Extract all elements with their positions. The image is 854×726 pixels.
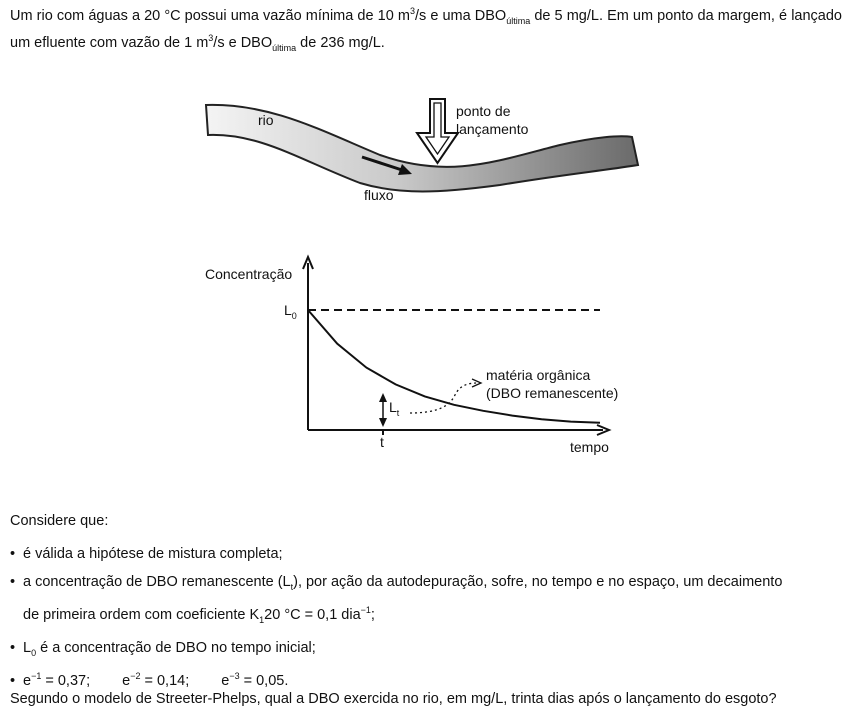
list-item-text: L [23,639,32,656]
discharge-arrow [417,99,458,163]
figure [0,85,854,465]
list-item-text: = 0,37; [41,672,91,689]
assumption-list [10,540,840,695]
list-item-text: é válida a hipótese de mistura completa; [23,546,283,562]
intro-text: /s e uma DBO [414,8,507,24]
curve-label-line1: matéria orgânica [486,367,591,383]
superscript: −3 [229,670,240,681]
superscript: 3 [208,33,214,44]
superscript: −1 [360,605,371,616]
discharge-label-line1: ponto de [456,103,511,119]
y-axis-label: Concentração [205,266,293,282]
bullet-icon: • [10,639,16,656]
lt-dimension-arrow [379,393,387,427]
intro-text: de 236 mg/L. [296,34,385,51]
list-item-text: = 0,05. [239,672,289,689]
x-marker-label: t [380,434,384,450]
list-item [10,634,840,667]
list-item [10,568,840,634]
y-marker-label: $L_0$ [284,302,297,321]
flow-label: fluxo [364,187,394,203]
list-item-text: ), por ação da autodepuração, sofre, no tempo e no espaço, um decaimento [293,574,783,590]
list-item-text: é a concentração de DBO no tempo inicial; [36,639,316,656]
lt-label: $L_t$ [389,399,400,418]
intro-text: de 5 mg/L. Em um ponto da margem, é lançado um efluente com vazão de 1 m [10,8,842,51]
bullet-icon: • [10,546,16,562]
x-axis-label: tempo [570,439,609,455]
considere-heading: Considere que: [10,513,109,529]
bullet-icon: • [10,672,16,689]
question-text: Segundo o modelo de Streeter-Phelps, qual a DBO exercida no rio, em mg/L, trinta dias após o lançamento do esgoto? [10,691,777,707]
curve-label-line2: (DBO remanescente) [486,385,619,401]
bod-chart [205,257,618,455]
subscript: última [272,42,297,53]
bullet-icon: • [10,574,16,590]
list-item-text: 20 °C = 0,1 dia [264,606,361,623]
intro-paragraph [10,5,842,59]
list-item [10,540,840,568]
intro-text: /s e DBO [213,34,273,51]
subscript: t [290,581,294,592]
list-item-text: e [122,672,131,689]
superscript: 3 [409,6,415,17]
list-item-text: e [221,672,230,689]
subscript: última [506,15,531,26]
discharge-label-line2: lançamento [456,121,529,137]
list-item-text: e [23,672,32,689]
list-item-text: a concentração de DBO remanescente (L [23,574,291,590]
superscript: −2 [130,670,141,681]
list-item-text: de primeira ordem com coeficiente K [23,606,260,623]
river-label: rio [258,112,274,128]
intro-text: Um rio com águas a 20 °C possui uma vazão mínima de 10 m [10,8,410,24]
leader-arrow-icon [472,379,481,387]
superscript: −1 [31,670,42,681]
subscript: 0 [31,647,37,658]
list-item-text: ; [370,606,375,623]
list-item-text: = 0,14; [140,672,190,689]
subscript: 1 [259,614,265,625]
river-illustration [206,99,638,203]
